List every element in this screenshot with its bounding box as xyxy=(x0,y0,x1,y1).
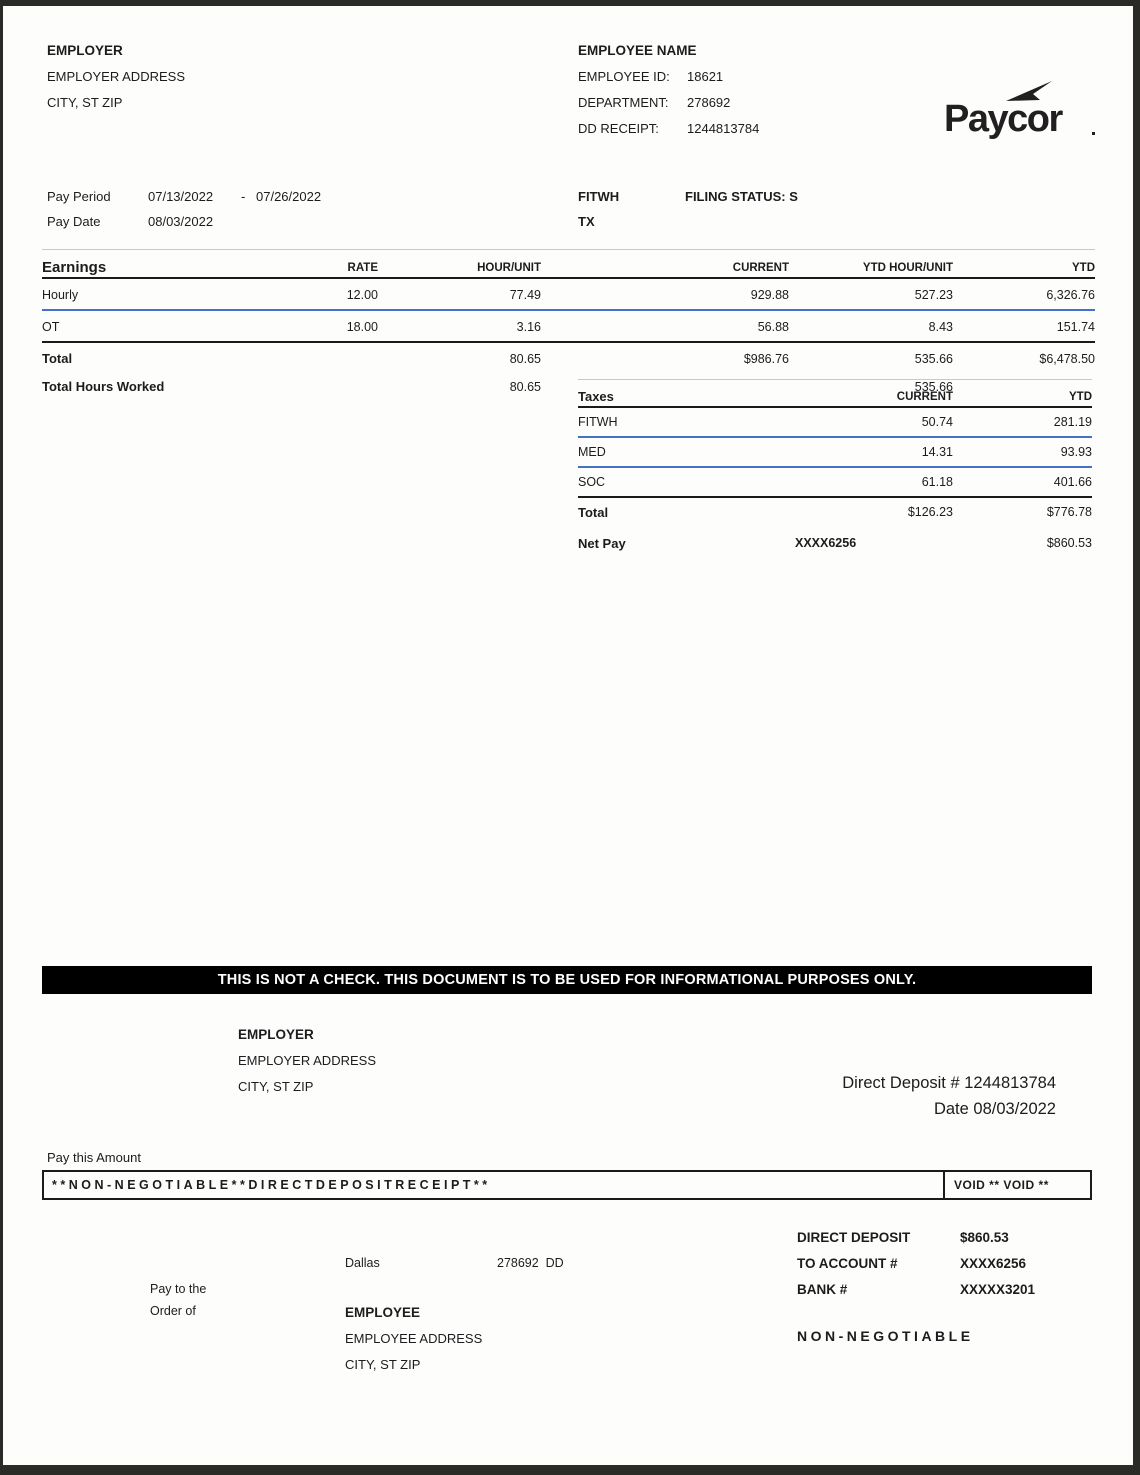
direct-deposit-amount-value: $860.53 xyxy=(960,1230,1009,1245)
row-current: 929.88 xyxy=(750,287,789,302)
col-ytd-hour-unit: YTD HOUR/UNIT xyxy=(862,262,953,274)
row-hour-unit: 77.49 xyxy=(509,287,541,302)
negotiable-bar xyxy=(42,1170,1092,1200)
tax-code: FITWH xyxy=(578,189,620,204)
check-employer-city: CITY, ST ZIP xyxy=(238,1079,314,1094)
tax-label: MED xyxy=(578,445,606,459)
net-pay-label: Net Pay xyxy=(578,536,626,551)
row-ytd: 151.74 xyxy=(1056,319,1095,334)
date-value: 08/03/2022 xyxy=(973,1100,1056,1118)
to-account-value: XXXX6256 xyxy=(960,1256,1027,1271)
earnings-table xyxy=(42,249,1095,399)
pay-period-start: 07/13/2022 xyxy=(148,189,214,204)
employee-id-label: EMPLOYEE ID: xyxy=(578,69,670,84)
direct-deposit-block xyxy=(736,1070,1056,1122)
earnings-total-row xyxy=(42,343,1095,373)
tax-current: 14.31 xyxy=(921,445,953,459)
dd-receipt-row xyxy=(578,116,918,142)
tax-label: FITWH xyxy=(578,415,618,429)
taxes-row-med xyxy=(578,438,1092,468)
pay-this-amount-label: Pay this Amount xyxy=(47,1150,141,1165)
pay-date-value: 08/03/2022 xyxy=(148,214,214,229)
pay-date-label: Pay Date xyxy=(47,214,101,229)
check-employer-block xyxy=(238,1022,376,1100)
row-rate: 12.00 xyxy=(346,287,378,302)
total-hours-hour-unit: 80.65 xyxy=(509,379,541,394)
taxes-col-current: CURRENT xyxy=(896,391,953,403)
pay-to-the: Pay to the xyxy=(150,1282,207,1296)
spacer xyxy=(222,386,378,387)
tax-ytd: 93.93 xyxy=(1060,445,1092,459)
total-label: Total xyxy=(42,351,73,366)
dd-receipt-value: 1244813784 xyxy=(687,121,760,136)
taxes-table xyxy=(578,379,1092,526)
col-current: CURRENT xyxy=(732,262,789,274)
bank-number-value: XXXXX3201 xyxy=(960,1282,1036,1297)
date-line xyxy=(736,1096,1056,1122)
direct-deposit-amount-label: DIRECT DEPOSIT xyxy=(797,1230,911,1245)
tax-current: 61.18 xyxy=(921,475,953,489)
state-code: TX xyxy=(578,214,595,229)
department-value: 278692 xyxy=(687,95,731,110)
tax-ytd: 281.19 xyxy=(1053,415,1092,429)
total-hours-label: Total Hours Worked xyxy=(42,379,165,394)
dept-dd-code: 278692 DD xyxy=(497,1256,564,1270)
row-current: 56.88 xyxy=(757,319,789,334)
employer-city: CITY, ST ZIP xyxy=(47,95,123,110)
non-negotiable-text: NON-NEGOTIABLE xyxy=(797,1328,974,1344)
direct-deposit-label: Direct Deposit # xyxy=(842,1074,960,1092)
employee-block xyxy=(578,38,918,142)
taxes-total-current: $126.23 xyxy=(907,505,953,519)
department-label: DEPARTMENT: xyxy=(578,95,669,110)
branch-name: Dallas xyxy=(345,1256,380,1270)
taxes-header-row xyxy=(578,380,1092,408)
total-ytd-hour-unit: 535.66 xyxy=(914,351,953,366)
row-ytd-hour-unit: 8.43 xyxy=(928,319,953,334)
taxes-total-ytd: $776.78 xyxy=(1046,505,1092,519)
bank-number-label: BANK # xyxy=(797,1282,848,1297)
taxes-total-row xyxy=(578,498,1092,526)
date-label: Date xyxy=(933,1100,969,1118)
net-pay-amount: $860.53 xyxy=(1046,536,1092,550)
check-employer-address: EMPLOYER ADDRESS xyxy=(238,1053,376,1068)
col-hour-unit: HOUR/UNIT xyxy=(477,262,541,274)
earnings-header-row xyxy=(42,250,1095,279)
earnings-title: Earnings xyxy=(42,259,107,276)
not-a-check-banner: THIS IS NOT A CHECK. THIS DOCUMENT IS TO BE USED FOR INFORMATIONAL PURPOSES ONLY. xyxy=(42,966,1092,994)
paycor-logo-dot xyxy=(1092,132,1095,135)
employer-address: EMPLOYER ADDRESS xyxy=(47,69,185,84)
row-rate: 18.00 xyxy=(346,319,378,334)
total-hour-unit: 80.65 xyxy=(509,351,541,366)
to-account-label: TO ACCOUNT # xyxy=(797,1256,898,1271)
col-ytd: YTD xyxy=(1072,262,1095,274)
dd-receipt-label: DD RECEIPT: xyxy=(578,121,659,136)
total-current: $986.76 xyxy=(743,351,789,366)
employee-id-row xyxy=(578,64,918,90)
negotiable-bar-text: **NON-NEGOTIABLE**DIRECTDEPOSITRECEIPT** xyxy=(52,1178,491,1192)
tax-current: 50.74 xyxy=(921,415,953,429)
paycor-logo xyxy=(944,80,1104,142)
col-rate: RATE xyxy=(347,262,378,274)
row-ytd: 6,326.76 xyxy=(1046,287,1095,302)
row-hour-unit: 3.16 xyxy=(516,319,541,334)
earnings-row-hourly xyxy=(42,279,1095,311)
direct-deposit-line xyxy=(736,1070,1056,1096)
taxes-row-fitwh xyxy=(578,408,1092,438)
employer-block xyxy=(47,38,185,116)
row-ytd-hour-unit: 527.23 xyxy=(914,287,953,302)
pay-period-end: 07/26/2022 xyxy=(256,189,322,204)
direct-deposit-number: 1244813784 xyxy=(964,1074,1056,1092)
void-box: VOID ** VOID ** xyxy=(943,1172,1090,1198)
net-pay-account: XXXX6256 xyxy=(795,536,857,550)
payee-city: CITY, ST ZIP xyxy=(345,1357,421,1372)
earnings-row-ot xyxy=(42,311,1095,343)
total-hours-ytd-hour-unit: 535.66 xyxy=(914,379,953,394)
taxes-col-ytd: YTD xyxy=(1069,391,1092,403)
total-ytd: $6,478.50 xyxy=(1039,351,1095,366)
employee-id-value: 18621 xyxy=(687,69,724,84)
payee-block xyxy=(345,1300,482,1378)
order-of: Order of xyxy=(150,1304,196,1318)
payee-address: EMPLOYEE ADDRESS xyxy=(345,1331,483,1346)
department-row xyxy=(578,90,918,116)
payee-name: EMPLOYEE xyxy=(345,1305,421,1320)
row-label: Hourly xyxy=(42,287,79,302)
total-rate xyxy=(222,358,378,359)
tax-label: SOC xyxy=(578,475,606,489)
taxes-total-label: Total xyxy=(578,504,609,520)
check-employer-name: EMPLOYER xyxy=(238,1027,314,1042)
pay-period-label: Pay Period xyxy=(47,189,111,204)
tax-ytd: 401.66 xyxy=(1053,475,1092,489)
paycor-logo-text: Paycor xyxy=(944,98,1062,140)
employer-name: EMPLOYER xyxy=(47,43,123,58)
taxes-title: Taxes xyxy=(578,389,614,404)
taxes-row-soc xyxy=(578,468,1092,498)
row-label: OT xyxy=(42,319,60,334)
pay-period-dash: - xyxy=(241,189,246,204)
filing-status: FILING STATUS: S xyxy=(685,189,798,204)
employee-name: EMPLOYEE NAME xyxy=(578,43,697,58)
